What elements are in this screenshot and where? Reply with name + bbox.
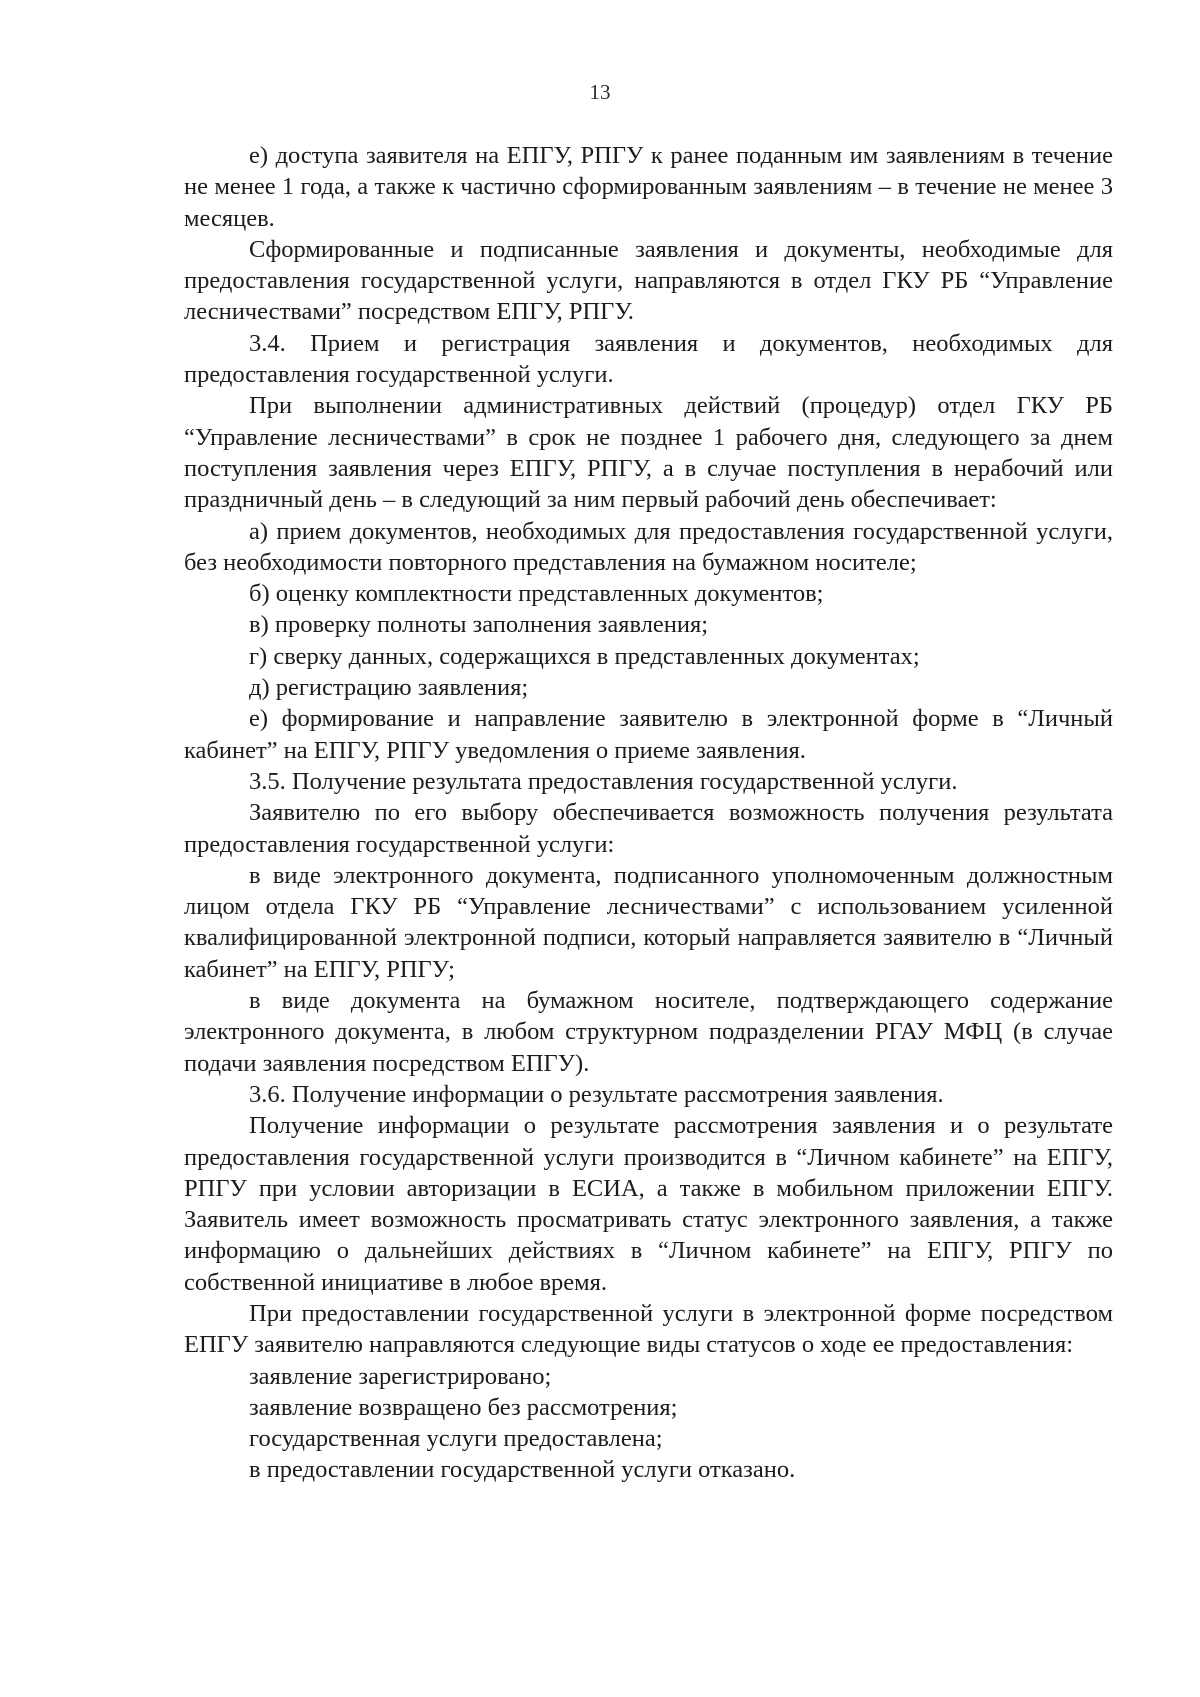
list-item-g: г) сверку данных, содержащихся в представленных документах;	[249, 642, 920, 670]
paragraph-paper-document: в виде документа на бумажном носителе, подтверждающего содержание электронного документа, в любом структурном подразделении РГАУ МФЦ (в случае подачи заявления посредством ЕПГУ).	[184, 987, 1113, 1077]
document-body	[184, 140, 1113, 1486]
paragraph-formed-applications: Сформированные и подписанные заявления и документы, необходимые для предоставления государственной услуги, направляются в отдел ГКУ РБ “Управление лесничествами” посредством ЕПГУ, РПГУ.	[184, 235, 1113, 326]
list-item-e: е) формирование и направление заявителю в электронной форме в “Личный кабинет” на ЕПГУ, РПГУ уведомления о приеме заявления.	[184, 705, 1113, 764]
paragraph-electronic-document: в виде электронного документа, подписанного уполномоченным должностным лицом отдела ГКУ РБ “Управление лесничествами” с использованием усиленной квалифицированной электронной подписи, который направляется заявителю в “Личный кабинет” на ЕПГУ, РПГУ;	[184, 861, 1113, 983]
section-3-4-heading: 3.4. Прием и регистрация заявления и документов, необходимых для предоставления государственной услуги.	[184, 329, 1113, 389]
list-item-b: б) оценку комплектности представленных документов;	[249, 580, 824, 608]
paragraph-result-options: Заявителю по его выбору обеспечивается возможность получения результата предоставления государственной услуги:	[184, 799, 1113, 858]
status-item-refused: в предоставлении государственной услуги отказано.	[249, 1456, 796, 1484]
paragraph-e-access: е) доступа заявителя на ЕПГУ, РПГУ к ранее поданным им заявлениям в течение не менее 1 года, а также к частично сформированным заявлениям – в течение не менее 3 месяцев.	[184, 142, 1113, 232]
status-item-provided: государственная услуги предоставлена;	[249, 1425, 663, 1453]
section-3-6-heading: 3.6. Получение информации о результате рассмотрения заявления.	[249, 1080, 944, 1108]
status-item-returned: заявление возвращено без рассмотрения;	[249, 1393, 678, 1421]
list-item-d: д) регистрацию заявления;	[249, 674, 529, 702]
list-item-a: а) прием документов, необходимых для предоставления государственной услуги, без необходимости повторного представления на бумажном носителе;	[184, 517, 1113, 576]
page-number: 13	[589, 80, 611, 104]
paragraph-status-types: При предоставлении государственной услуги в электронной форме посредством ЕПГУ заявителю направляются следующие виды статусов о ходе ее предоставления:	[184, 1299, 1113, 1359]
status-item-registered: заявление зарегистрировано;	[249, 1362, 552, 1390]
list-item-v: в) проверку полноты заполнения заявления;	[249, 611, 709, 639]
paragraph-administrative-actions: При выполнении административных действий (процедур) отдел ГКУ РБ “Управление лесничествами” в срок не позднее 1 рабочего дня, следующего за днем поступления заявления через ЕПГУ, РПГУ, а в случае поступления в нерабочий или праздничный день – в следующий за ним первый рабочий день обеспечивает:	[184, 392, 1113, 514]
section-3-5-heading: 3.5. Получение результата предоставления государственной услуги.	[249, 767, 958, 795]
paragraph-result-information: Получение информации о результате рассмотрения заявления и о результате предоставления государственной услуги производится в “Личном кабинете” на ЕПГУ, РПГУ при условии авторизации в ЕСИА, а также в мобильном приложении ЕПГУ. Заявитель имеет возможность просматривать статус электронного заявления, а также информацию о дальнейших действиях в “Личном кабинете” на ЕПГУ, РПГУ по собственной инициативе в любое время.	[184, 1112, 1113, 1296]
